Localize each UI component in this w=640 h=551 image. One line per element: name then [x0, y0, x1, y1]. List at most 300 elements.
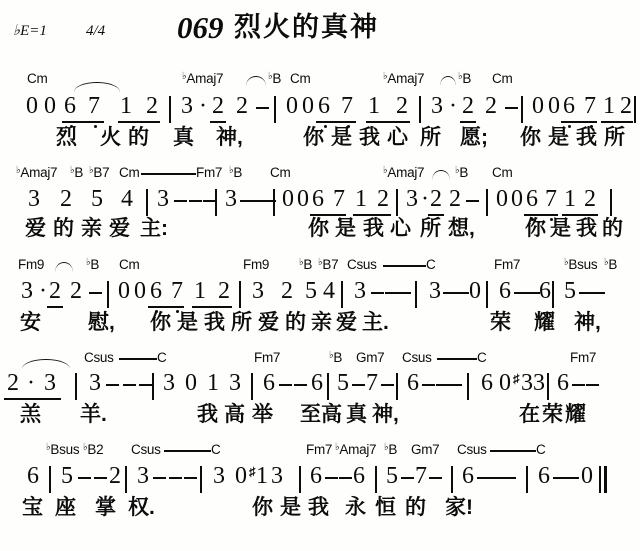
note-digit: 6 — [353, 463, 365, 489]
note-digit: 6 — [481, 370, 493, 396]
note-digit: 3 — [431, 93, 443, 119]
lyric-syllable: 是 — [335, 217, 356, 240]
sharp-accidental: ♯ — [513, 371, 520, 386]
lyric-syllable: 我 — [576, 217, 597, 240]
chord-extension-line — [164, 450, 211, 452]
barline — [327, 373, 329, 400]
note-digit: 2 — [281, 278, 293, 304]
note-digit: 6 — [312, 186, 324, 212]
chord-label: ♭B — [70, 165, 84, 180]
note-digit: 6 — [64, 93, 76, 119]
lyric-syllable: 所 — [420, 126, 441, 149]
lyric-syllable: 我 — [576, 126, 597, 149]
lyric-syllable: 所 — [231, 311, 252, 334]
lyric-syllable: 至 — [300, 403, 321, 426]
note-digit: 4 — [121, 186, 133, 212]
chord-label: Csus — [402, 350, 432, 365]
barline — [610, 189, 612, 216]
lyric-syllable: 烈 — [56, 126, 77, 149]
barline — [107, 281, 109, 308]
lyric-syllable: 永 — [345, 496, 366, 519]
note-dash — [385, 292, 398, 294]
note-digit: 3 — [181, 93, 193, 119]
barline — [526, 466, 528, 493]
chord-label: Csus — [84, 350, 114, 365]
lyric-syllable: 亲 — [311, 311, 332, 334]
chord-label: ♭B — [604, 257, 618, 272]
lyric-syllable: 举 — [252, 403, 273, 426]
note-digit: 2 — [109, 463, 121, 489]
note-digit: 7 — [341, 93, 353, 119]
note-digit: 3 — [252, 278, 264, 304]
chord-label: Gm7 — [356, 350, 385, 365]
note-dash — [503, 477, 516, 479]
note-digit: 0 — [511, 186, 523, 212]
note-digit: 3 — [157, 186, 169, 212]
beam-underline — [118, 121, 160, 123]
barline — [49, 466, 51, 493]
octave-dot — [94, 125, 97, 128]
octave-dot — [324, 125, 327, 128]
note-dash — [89, 292, 102, 294]
lyric-syllable: 主: — [140, 217, 168, 240]
note-dash — [398, 292, 411, 294]
note-digit: 1 — [256, 463, 268, 489]
note-digit: 0 — [44, 93, 56, 119]
note-digit: 0 — [496, 186, 508, 212]
note-digit: 1 — [368, 93, 380, 119]
lyric-syllable: 的 — [602, 217, 623, 240]
lyric-syllable: 是 — [550, 217, 571, 240]
note-digit: 3 — [89, 370, 101, 396]
note-digit: 3 — [21, 278, 33, 304]
lyric-syllable: 在 — [519, 403, 540, 426]
note-dash — [94, 477, 107, 479]
chord-label: Fm9 — [243, 257, 270, 272]
note-digit: 0 — [134, 278, 146, 304]
note-dash — [422, 384, 435, 386]
chord-label: ♭B — [268, 71, 282, 86]
beam-underline — [148, 306, 184, 308]
chord-label: ♭Bsus — [564, 257, 598, 272]
note-digit: 1 — [564, 186, 576, 212]
note-dash — [401, 477, 414, 479]
chord-extension-line — [490, 450, 536, 452]
lyric-syllable: 座 — [55, 496, 76, 519]
barline — [273, 189, 275, 216]
chord-label: C — [211, 442, 221, 457]
note-digit: 4 — [323, 278, 335, 304]
lyric-syllable: 高 — [224, 403, 245, 426]
key-signature: ♭E=1 — [13, 23, 47, 39]
note-digit: 6 — [407, 370, 419, 396]
note-digit: 0 — [469, 278, 481, 304]
beam-underline — [310, 214, 346, 216]
lyric-syllable: 真 — [173, 126, 194, 149]
note-digit: 6 — [311, 370, 323, 396]
slur-arc — [55, 262, 73, 272]
note-dash — [279, 384, 292, 386]
lyric-syllable: 真 — [346, 403, 367, 426]
lyric-syllable: 慰, — [88, 311, 115, 334]
lyric-syllable: 主. — [362, 311, 389, 334]
note-digit: 2 — [7, 370, 19, 396]
note-digit: 3 — [271, 463, 283, 489]
note-digit: 0 — [185, 370, 197, 396]
barline — [251, 373, 253, 400]
note-digit: 0 — [499, 370, 511, 396]
beam-underline — [353, 214, 391, 216]
lyric-syllable: 我 — [359, 126, 380, 149]
barline — [239, 281, 241, 308]
lyric-syllable: 所 — [604, 126, 625, 149]
lyric-syllable: 是 — [280, 496, 301, 519]
chord-label: Fm9 — [18, 257, 45, 272]
note-dash — [505, 107, 518, 109]
note-dash — [153, 477, 166, 479]
note-digit: 5 — [61, 463, 73, 489]
note-dash — [592, 292, 605, 294]
note-digit: 5 — [91, 186, 103, 212]
note-digit: 3 — [354, 278, 366, 304]
beam-underline — [192, 306, 232, 308]
barline — [169, 96, 171, 123]
note-digit: 5 — [305, 278, 317, 304]
beam-underline — [524, 214, 558, 216]
barline — [547, 373, 549, 400]
final-barline — [604, 466, 607, 493]
barline — [467, 373, 469, 400]
lyric-syllable: 我 — [197, 403, 218, 426]
note-digit: 0 — [581, 463, 593, 489]
note-digit: 1 — [603, 93, 615, 119]
chord-label: ♭B — [458, 71, 472, 86]
song-number: 069 — [177, 10, 224, 45]
note-digit: 2 — [70, 278, 82, 304]
lyric-syllable: 你 — [150, 311, 171, 334]
beam-underline — [47, 306, 63, 308]
lyric-syllable: 荣 — [542, 403, 563, 426]
note-digit: 5 — [337, 370, 349, 396]
chord-label: Csus — [347, 257, 377, 272]
lyric-syllable: 火 — [100, 126, 121, 149]
beam-underline — [561, 121, 597, 123]
note-dash — [256, 107, 269, 109]
slur-arc — [432, 170, 450, 180]
chord-label: ♭Amaj7 — [335, 442, 377, 457]
note-digit: 0 — [26, 93, 38, 119]
note-digit: 3 — [229, 370, 241, 396]
note-digit: 3 — [28, 186, 40, 212]
lyric-syllable: 的 — [53, 217, 74, 240]
note-digit: 3 — [137, 463, 149, 489]
barline — [451, 466, 453, 493]
note-dash — [514, 292, 527, 294]
beam-underline — [4, 398, 61, 400]
note-dash — [466, 200, 479, 202]
note-digit: 0 — [548, 93, 560, 119]
barline — [521, 96, 523, 123]
chord-label: C — [426, 257, 436, 272]
lyric-syllable: 你 — [303, 126, 324, 149]
note-dash — [352, 384, 365, 386]
lyric-syllable: 爱 — [109, 217, 130, 240]
note-digit: 3 — [533, 370, 545, 396]
note-digit: 7 — [171, 278, 183, 304]
chord-label: Fm7 — [570, 350, 597, 365]
slur-arc — [440, 76, 456, 86]
barline — [396, 373, 398, 400]
note-digit: 6 — [462, 463, 474, 489]
note-digit: 0 — [532, 93, 544, 119]
chord-label: ♭B — [299, 257, 313, 272]
note-digit: 7 — [415, 463, 427, 489]
lyric-syllable: 神, — [372, 403, 399, 426]
chord-label: C — [477, 350, 487, 365]
lyric-syllable: 你 — [525, 217, 546, 240]
chord-label: ♭B7 — [318, 257, 339, 272]
note-digit: 6 — [526, 186, 538, 212]
note-digit: 5 — [564, 278, 576, 304]
note-digit: 2 — [236, 93, 248, 119]
beam-underline — [62, 121, 104, 123]
lyric-syllable: 你 — [252, 496, 273, 519]
note-digit: 7 — [545, 186, 557, 212]
note-digit: 2 — [485, 93, 497, 119]
lyric-syllable: 爱 — [258, 311, 279, 334]
note-digit: 1 — [194, 278, 206, 304]
note-digit: 2 — [218, 278, 230, 304]
lyric-syllable: 恒 — [375, 496, 396, 519]
chord-label: Cm — [492, 165, 513, 180]
chord-extension-line — [383, 265, 426, 267]
note-digit: 2 — [462, 93, 474, 119]
beam-underline — [562, 214, 598, 216]
note-dash — [184, 477, 197, 479]
note-dash — [325, 477, 338, 479]
chord-extension-line — [119, 358, 157, 360]
barline — [419, 96, 421, 123]
note-digit: 3 — [213, 463, 225, 489]
note-digit: 0 — [235, 463, 247, 489]
slur-arc — [22, 359, 70, 369]
note-dash — [490, 477, 503, 479]
note-digit: 5 — [386, 463, 398, 489]
lyric-syllable: 你 — [520, 126, 541, 149]
chord-label: ♭Amaj7 — [383, 165, 425, 180]
note-digit: 3 — [429, 278, 441, 304]
lyric-syllable: 心 — [390, 217, 411, 240]
beam-underline — [460, 121, 476, 123]
note-dash — [174, 200, 187, 202]
note-digit: 3 — [225, 186, 237, 212]
note-dash — [78, 477, 91, 479]
note-dash — [443, 292, 456, 294]
chord-label: Cm — [119, 165, 140, 180]
lyric-syllable: 耀 — [565, 403, 586, 426]
note-digit: 2 — [430, 186, 442, 212]
lyric-syllable: 安 — [20, 311, 41, 334]
note-digit: 2 — [584, 186, 596, 212]
note-digit: 7 — [584, 93, 596, 119]
note-digit: 0 — [282, 186, 294, 212]
note-digit: 2 — [212, 93, 224, 119]
chord-label: ♭B — [384, 442, 398, 457]
barline — [200, 466, 202, 493]
note-dash — [436, 384, 449, 386]
beam-underline — [316, 121, 356, 123]
note-dash — [477, 477, 490, 479]
note-dash — [449, 384, 462, 386]
chord-label: ♭B7 — [89, 165, 110, 180]
lyric-syllable: 心 — [387, 126, 408, 149]
song-title: 烈火的真神 — [234, 12, 379, 42]
note-digit: 2 — [377, 186, 389, 212]
note-digit: 6 — [538, 463, 550, 489]
lyric-syllable: 你 — [308, 217, 329, 240]
lyric-syllable: 权. — [128, 496, 155, 519]
note-digit: 0 — [297, 186, 309, 212]
barline — [274, 96, 276, 123]
lyric-syllable: 羔 — [20, 403, 41, 426]
note-digit: 0 — [302, 93, 314, 119]
note-digit: 1 — [355, 186, 367, 212]
note-digit: 0 — [286, 93, 298, 119]
chord-label: C — [536, 442, 546, 457]
final-barline — [599, 466, 601, 493]
chord-label: ♭Bsus — [46, 442, 80, 457]
chord-label: C — [157, 350, 167, 365]
chord-label: Cm — [290, 71, 311, 86]
lyric-syllable: 神, — [216, 126, 243, 149]
lyric-syllable: 是 — [331, 126, 352, 149]
note-dot: · — [199, 93, 207, 119]
chord-label: Fm7 — [196, 165, 223, 180]
barline — [75, 373, 77, 400]
time-signature: 4/4 — [86, 23, 106, 39]
note-dash — [572, 384, 585, 386]
note-digit: 7 — [333, 186, 345, 212]
lyric-syllable: 亲 — [81, 217, 102, 240]
note-digit: 6 — [557, 370, 569, 396]
barline — [375, 466, 377, 493]
note-digit: 3 — [521, 370, 533, 396]
beam-underline — [601, 121, 633, 123]
note-digit: 6 — [499, 278, 511, 304]
barline — [152, 373, 154, 400]
chord-extension-line — [141, 173, 196, 175]
lyric-syllable: 是 — [177, 311, 198, 334]
chord-label: Fm7 — [254, 350, 281, 365]
chord-label: Cm — [119, 257, 140, 272]
note-dash — [106, 384, 119, 386]
chord-label: Cm — [492, 71, 513, 86]
chord-label: ♭B — [455, 165, 469, 180]
note-digit: 2 — [449, 186, 461, 212]
barline — [341, 281, 343, 308]
chord-label: ♭Amaj7 — [16, 165, 58, 180]
lyric-syllable: 羊. — [80, 403, 107, 426]
lyric-syllable: 愿; — [460, 126, 488, 149]
chord-label: ♭Amaj7 — [383, 71, 425, 86]
note-digit: 6 — [563, 93, 575, 119]
chord-label: Cm — [27, 71, 48, 86]
note-digit: 2 — [146, 93, 158, 119]
note-digit: 7 — [366, 370, 378, 396]
note-digit: 6 — [310, 463, 322, 489]
beam-underline — [210, 121, 226, 123]
chord-label: ♭B — [229, 165, 243, 180]
chord-label: Fm7 — [494, 257, 521, 272]
lyric-syllable: 我 — [204, 311, 225, 334]
beam-underline — [366, 121, 410, 123]
lyric-syllable: 是 — [548, 126, 569, 149]
chord-label: ♭B — [329, 350, 343, 365]
note-dash — [294, 384, 307, 386]
lyric-syllable: 我 — [363, 217, 384, 240]
barline — [396, 189, 398, 216]
lyric-syllable: 掌 — [95, 496, 116, 519]
chord-extension-line — [437, 358, 477, 360]
note-digit: 2 — [60, 186, 72, 212]
barline — [215, 189, 217, 216]
note-dash — [339, 477, 352, 479]
note-dash — [579, 292, 592, 294]
note-digit: 1 — [120, 93, 132, 119]
note-dash — [189, 200, 202, 202]
note-dash — [586, 384, 599, 386]
lyric-syllable: 爱 — [25, 217, 46, 240]
chord-label: Fm7 — [306, 442, 333, 457]
barline — [146, 189, 148, 216]
chord-label: Gm7 — [411, 442, 440, 457]
note-digit: 3 — [406, 186, 418, 212]
note-dot: · — [421, 186, 429, 212]
note-digit: 6 — [150, 278, 162, 304]
note-digit: 6 — [318, 93, 330, 119]
note-dash — [553, 477, 566, 479]
lyric-syllable: 荣 — [490, 311, 511, 334]
barline — [486, 189, 488, 216]
note-dash — [456, 292, 469, 294]
lyric-syllable: 我 — [308, 496, 329, 519]
lyric-syllable: 神, — [574, 311, 601, 334]
chord-label: Csus — [457, 442, 487, 457]
barline — [486, 281, 488, 308]
barline — [415, 281, 417, 308]
lyric-syllable: 家! — [445, 496, 473, 519]
lyric-syllable: 想, — [448, 217, 475, 240]
note-dash — [429, 477, 442, 479]
chord-label: ♭B — [86, 257, 100, 272]
note-dash — [371, 292, 384, 294]
chord-label: Csus — [131, 442, 161, 457]
note-dot: · — [449, 93, 457, 119]
note-dash — [566, 477, 579, 479]
lyric-syllable: 耀 — [534, 311, 555, 334]
note-digit: 3 — [44, 370, 56, 396]
note-digit: 3 — [163, 370, 175, 396]
note-digit: 2 — [620, 93, 632, 119]
barline — [552, 281, 554, 308]
note-digit: 7 — [88, 93, 100, 119]
note-digit: 2 — [396, 93, 408, 119]
note-dash — [139, 384, 152, 386]
note-digit: 2 — [49, 278, 61, 304]
lyric-syllable: 宝 — [22, 496, 43, 519]
note-dot: · — [39, 278, 47, 304]
barline — [125, 466, 127, 493]
